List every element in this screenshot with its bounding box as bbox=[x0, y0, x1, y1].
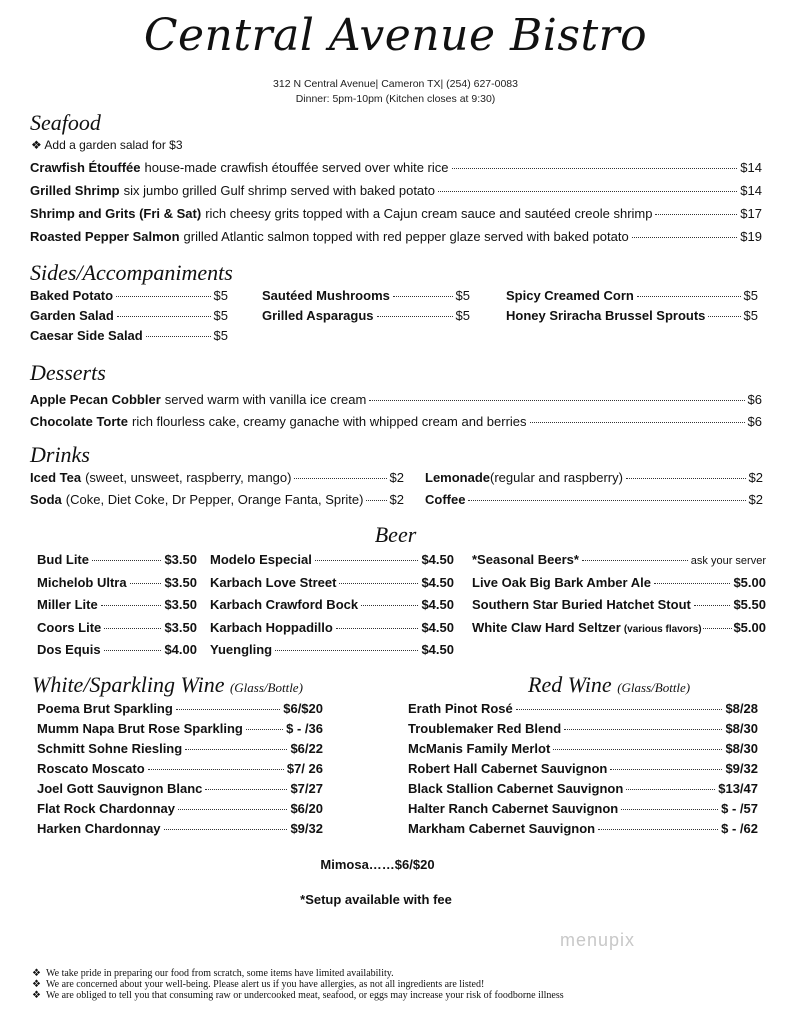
desserts-heading: Desserts bbox=[30, 360, 106, 385]
item-name: Karbach Crawford Bock bbox=[210, 597, 359, 612]
item-price: $5.50 bbox=[733, 597, 766, 612]
item-desc: (sweet, unsweet, raspberry, mango) bbox=[85, 470, 292, 485]
item-price: $ - /57 bbox=[721, 801, 758, 816]
footer-note: ❖ We are obliged to tell you that consuming raw or undercooked meat, seafood, or eggs may increase your risk of foodborne illness bbox=[32, 990, 564, 1001]
restaurant-title: Central Avenue Bistro bbox=[143, 10, 648, 61]
item-name: Harken Chardonnay bbox=[37, 821, 161, 836]
drink-item bbox=[425, 492, 763, 514]
item-name: Bud Lite bbox=[37, 552, 89, 567]
item-price: $5 bbox=[743, 308, 758, 323]
item-name: Chocolate Torte bbox=[30, 414, 128, 429]
white-wine-heading bbox=[32, 672, 303, 698]
item-name: Roasted Pepper Salmon bbox=[30, 229, 180, 244]
beer-heading: Beer bbox=[374, 522, 417, 547]
item-name: Michelob Ultra bbox=[37, 574, 127, 590]
item-name: White Claw Hard Seltzer bbox=[472, 619, 621, 635]
salad-note: ❖ Add a garden salad for $3 bbox=[31, 138, 183, 152]
beer-item bbox=[210, 620, 454, 643]
item-name: Garden Salad bbox=[30, 308, 114, 323]
drinks-heading: Drinks bbox=[30, 442, 90, 467]
wine-item bbox=[408, 821, 758, 841]
drink-item bbox=[30, 470, 404, 492]
sides-col-2 bbox=[262, 288, 470, 328]
item-name: Schmitt Sohne Riesling bbox=[37, 741, 183, 756]
item-price: $6 bbox=[747, 392, 762, 407]
drinks-col-1 bbox=[30, 470, 404, 514]
item-name: Karbach Hoppadillo bbox=[210, 619, 333, 635]
side-item bbox=[30, 308, 228, 328]
side-item bbox=[262, 288, 470, 308]
white-wine-title: White/Sparkling Wine bbox=[32, 672, 225, 697]
item-desc: (Coke, Diet Coke, Dr Pepper, Orange Fanta, Sprite) bbox=[65, 492, 364, 507]
item-name: Joel Gott Sauvignon Blanc bbox=[37, 781, 203, 796]
beer-item bbox=[472, 575, 766, 598]
beer-item bbox=[472, 597, 766, 620]
item-price: $4.50 bbox=[421, 642, 454, 657]
item-name: Roscato Moscato bbox=[37, 761, 145, 776]
item-price: $2 bbox=[389, 492, 404, 507]
item-name: Shrimp and Grits (Fri & Sat) bbox=[30, 206, 202, 221]
beer-item bbox=[37, 575, 197, 598]
item-price: $9/32 bbox=[290, 821, 323, 836]
item-price: $5 bbox=[213, 328, 228, 343]
sides-heading: Sides/Accompaniments bbox=[30, 260, 233, 285]
item-price: $13/47 bbox=[718, 781, 758, 796]
item-price: $4.50 bbox=[421, 597, 454, 612]
item-name: Southern Star Buried Hatchet Stout bbox=[472, 597, 691, 612]
item-name: Miller Lite bbox=[37, 597, 98, 612]
item-name: Poema Brut Sparkling bbox=[37, 701, 173, 716]
drinks-col-2 bbox=[425, 470, 763, 514]
side-item bbox=[262, 308, 470, 328]
item-price: $9/32 bbox=[725, 761, 758, 776]
red-wine-list bbox=[408, 701, 758, 841]
wine-item bbox=[408, 781, 758, 801]
beer-item bbox=[37, 642, 197, 665]
beer-col-3 bbox=[472, 552, 766, 642]
item-name: Karbach Love Street bbox=[210, 574, 337, 590]
item-price: $4.50 bbox=[421, 619, 454, 635]
item-price: $4.50 bbox=[421, 574, 454, 590]
seafood-heading: Seafood bbox=[30, 110, 101, 135]
wine-item bbox=[408, 741, 758, 761]
side-item bbox=[506, 308, 758, 328]
item-price: $3.50 bbox=[164, 552, 197, 567]
item-price: $4.50 bbox=[421, 552, 454, 567]
white-wine-sub: (Glass/Bottle) bbox=[229, 680, 303, 695]
item-price: $3.50 bbox=[164, 597, 197, 612]
menu-item bbox=[30, 206, 762, 229]
item-price: $2 bbox=[748, 492, 763, 507]
item-name: Crawfish Étouffée bbox=[30, 160, 141, 175]
item-name: Sautéed Mushrooms bbox=[262, 288, 390, 303]
hours-line: Dinner: 5pm-10pm (Kitchen closes at 9:30) bbox=[295, 93, 496, 105]
item-price: $5 bbox=[213, 288, 228, 303]
item-price: $14 bbox=[740, 183, 762, 198]
item-price: $3.50 bbox=[164, 574, 197, 590]
item-name: Modelo Especial bbox=[210, 552, 312, 567]
item-price: $5 bbox=[455, 288, 470, 303]
item-name: Mumm Napa Brut Rose Sparkling bbox=[37, 721, 243, 736]
menu-item bbox=[30, 183, 762, 206]
bullet-icon: ❖ bbox=[32, 968, 41, 979]
item-name: Flat Rock Chardonnay bbox=[37, 801, 175, 816]
side-item bbox=[30, 288, 228, 308]
red-wine-title: Red Wine bbox=[528, 672, 612, 697]
beer-item bbox=[37, 597, 197, 620]
item-price: $2 bbox=[389, 470, 404, 485]
item-name: McManis Family Merlot bbox=[408, 741, 551, 756]
item-price: $4.00 bbox=[164, 642, 197, 657]
item-price: $7/ 26 bbox=[286, 761, 323, 776]
wine-item bbox=[37, 721, 323, 741]
drink-item bbox=[425, 470, 763, 492]
item-desc: (various flavors) bbox=[623, 623, 702, 635]
item-name: Black Stallion Cabernet Sauvignon bbox=[408, 781, 624, 796]
beer-item bbox=[37, 552, 197, 575]
beer-item bbox=[210, 642, 454, 665]
wine-item bbox=[408, 801, 758, 821]
bullet-icon: ❖ bbox=[32, 979, 41, 990]
side-item bbox=[506, 288, 758, 308]
menu-item bbox=[30, 414, 762, 436]
beer-col-1 bbox=[37, 552, 197, 665]
beer-item bbox=[472, 552, 766, 575]
item-name: Robert Hall Cabernet Sauvignon bbox=[408, 761, 608, 776]
item-desc: six jumbo grilled Gulf shrimp served with baked potato bbox=[123, 183, 436, 198]
item-desc: rich flourless cake, creamy ganache with whipped cream and berries bbox=[132, 414, 527, 429]
item-price: $17 bbox=[740, 206, 762, 221]
item-price: $6 bbox=[747, 414, 762, 429]
item-price: $19 bbox=[740, 229, 762, 244]
sides-col-3 bbox=[506, 288, 758, 328]
item-price: $8/30 bbox=[725, 721, 758, 736]
item-name: Baked Potato bbox=[30, 288, 114, 303]
footer-notes bbox=[32, 968, 772, 1001]
item-price: $5.00 bbox=[733, 574, 766, 590]
item-price: $2 bbox=[748, 470, 763, 485]
item-name: Coffee bbox=[425, 492, 466, 507]
item-name: Halter Ranch Cabernet Sauvignon bbox=[408, 801, 619, 816]
item-desc: rich cheesy grits topped with a Cajun cream sauce and sautéed creole shrimp bbox=[205, 206, 653, 221]
item-desc: house-made crawfish étouffée served over white rice bbox=[144, 160, 449, 175]
item-name: Live Oak Big Bark Amber Ale bbox=[472, 574, 651, 590]
address-line: 312 N Central Avenue| Cameron TX| (254) 627-0083 bbox=[273, 78, 518, 90]
item-name: Coors Lite bbox=[37, 619, 102, 635]
side-item bbox=[30, 328, 228, 348]
menu-item bbox=[30, 160, 762, 183]
item-name: Honey Sriracha Brussel Sprouts bbox=[506, 308, 706, 323]
item-price: $6/$20 bbox=[283, 701, 323, 716]
red-wine-sub: (Glass/Bottle) bbox=[617, 680, 691, 695]
menu-item bbox=[30, 229, 762, 252]
item-price: $8/28 bbox=[725, 701, 758, 716]
wine-item bbox=[408, 761, 758, 781]
item-price: $6/20 bbox=[290, 801, 323, 816]
setup-note: *Setup available with fee bbox=[300, 892, 452, 907]
footer-note: ❖ We take pride in preparing our food from scratch, some items have limited availability. bbox=[32, 968, 394, 979]
item-name: Caesar Side Salad bbox=[30, 328, 143, 343]
item-price: $7/27 bbox=[290, 781, 323, 796]
wine-item bbox=[37, 761, 323, 781]
item-price: $8/30 bbox=[725, 741, 758, 756]
item-price: $5 bbox=[213, 308, 228, 323]
item-name: Soda bbox=[30, 492, 62, 507]
item-price: $ - /62 bbox=[721, 821, 758, 836]
watermark-logo: menupix bbox=[560, 930, 636, 950]
item-name: Grilled Shrimp bbox=[30, 183, 120, 198]
wine-item bbox=[37, 821, 323, 841]
item-price: $5 bbox=[455, 308, 470, 323]
item-name: Grilled Asparagus bbox=[262, 308, 374, 323]
mimosa-line: Mimosa……$6/$20 bbox=[320, 857, 435, 872]
wine-item bbox=[37, 741, 323, 761]
seafood-list bbox=[30, 160, 762, 252]
item-desc: (regular and raspberry) bbox=[490, 470, 623, 485]
item-price: $6/22 bbox=[290, 741, 323, 756]
white-wine-list bbox=[37, 701, 323, 841]
beer-item bbox=[210, 575, 454, 598]
beer-item bbox=[210, 597, 454, 620]
item-name: Markham Cabernet Sauvignon bbox=[408, 821, 596, 836]
item-price: $5.00 bbox=[733, 619, 766, 635]
menu-item bbox=[30, 392, 762, 414]
drink-item bbox=[30, 492, 404, 514]
item-desc: served warm with vanilla ice cream bbox=[164, 392, 367, 407]
item-name: Iced Tea bbox=[30, 470, 82, 485]
beer-item bbox=[37, 620, 197, 643]
wine-item bbox=[408, 721, 758, 741]
item-name: Erath Pinot Rosé bbox=[408, 701, 513, 716]
wine-item bbox=[37, 781, 323, 801]
item-name: Troublemaker Red Blend bbox=[408, 721, 562, 736]
red-wine-heading bbox=[528, 672, 690, 698]
item-name: *Seasonal Beers* bbox=[472, 552, 579, 567]
item-name: Yuengling bbox=[210, 642, 273, 657]
item-price: $ - /36 bbox=[286, 721, 323, 736]
item-name: Lemonade bbox=[425, 470, 491, 485]
beer-col-2 bbox=[210, 552, 454, 665]
item-name: Dos Equis bbox=[37, 642, 101, 657]
item-price: $3.50 bbox=[164, 619, 197, 635]
wine-item bbox=[37, 801, 323, 821]
wine-item bbox=[408, 701, 758, 721]
footer-note: ❖ We are concerned about your well-being. Please alert us if you have allergies, as not all ingredients are listed! bbox=[32, 979, 485, 990]
item-desc: grilled Atlantic salmon topped with red pepper glaze served with baked potato bbox=[183, 229, 629, 244]
sides-col-1 bbox=[30, 288, 228, 348]
wine-item bbox=[37, 701, 323, 721]
beer-item bbox=[210, 552, 454, 575]
beer-item bbox=[472, 620, 766, 643]
item-name: Apple Pecan Cobbler bbox=[30, 392, 161, 407]
item-price: $5 bbox=[743, 288, 758, 303]
item-price: ask your server bbox=[690, 555, 766, 567]
desserts-list bbox=[30, 392, 762, 436]
item-name: Spicy Creamed Corn bbox=[506, 288, 634, 303]
bullet-icon: ❖ bbox=[32, 990, 41, 1001]
item-price: $14 bbox=[740, 160, 762, 175]
